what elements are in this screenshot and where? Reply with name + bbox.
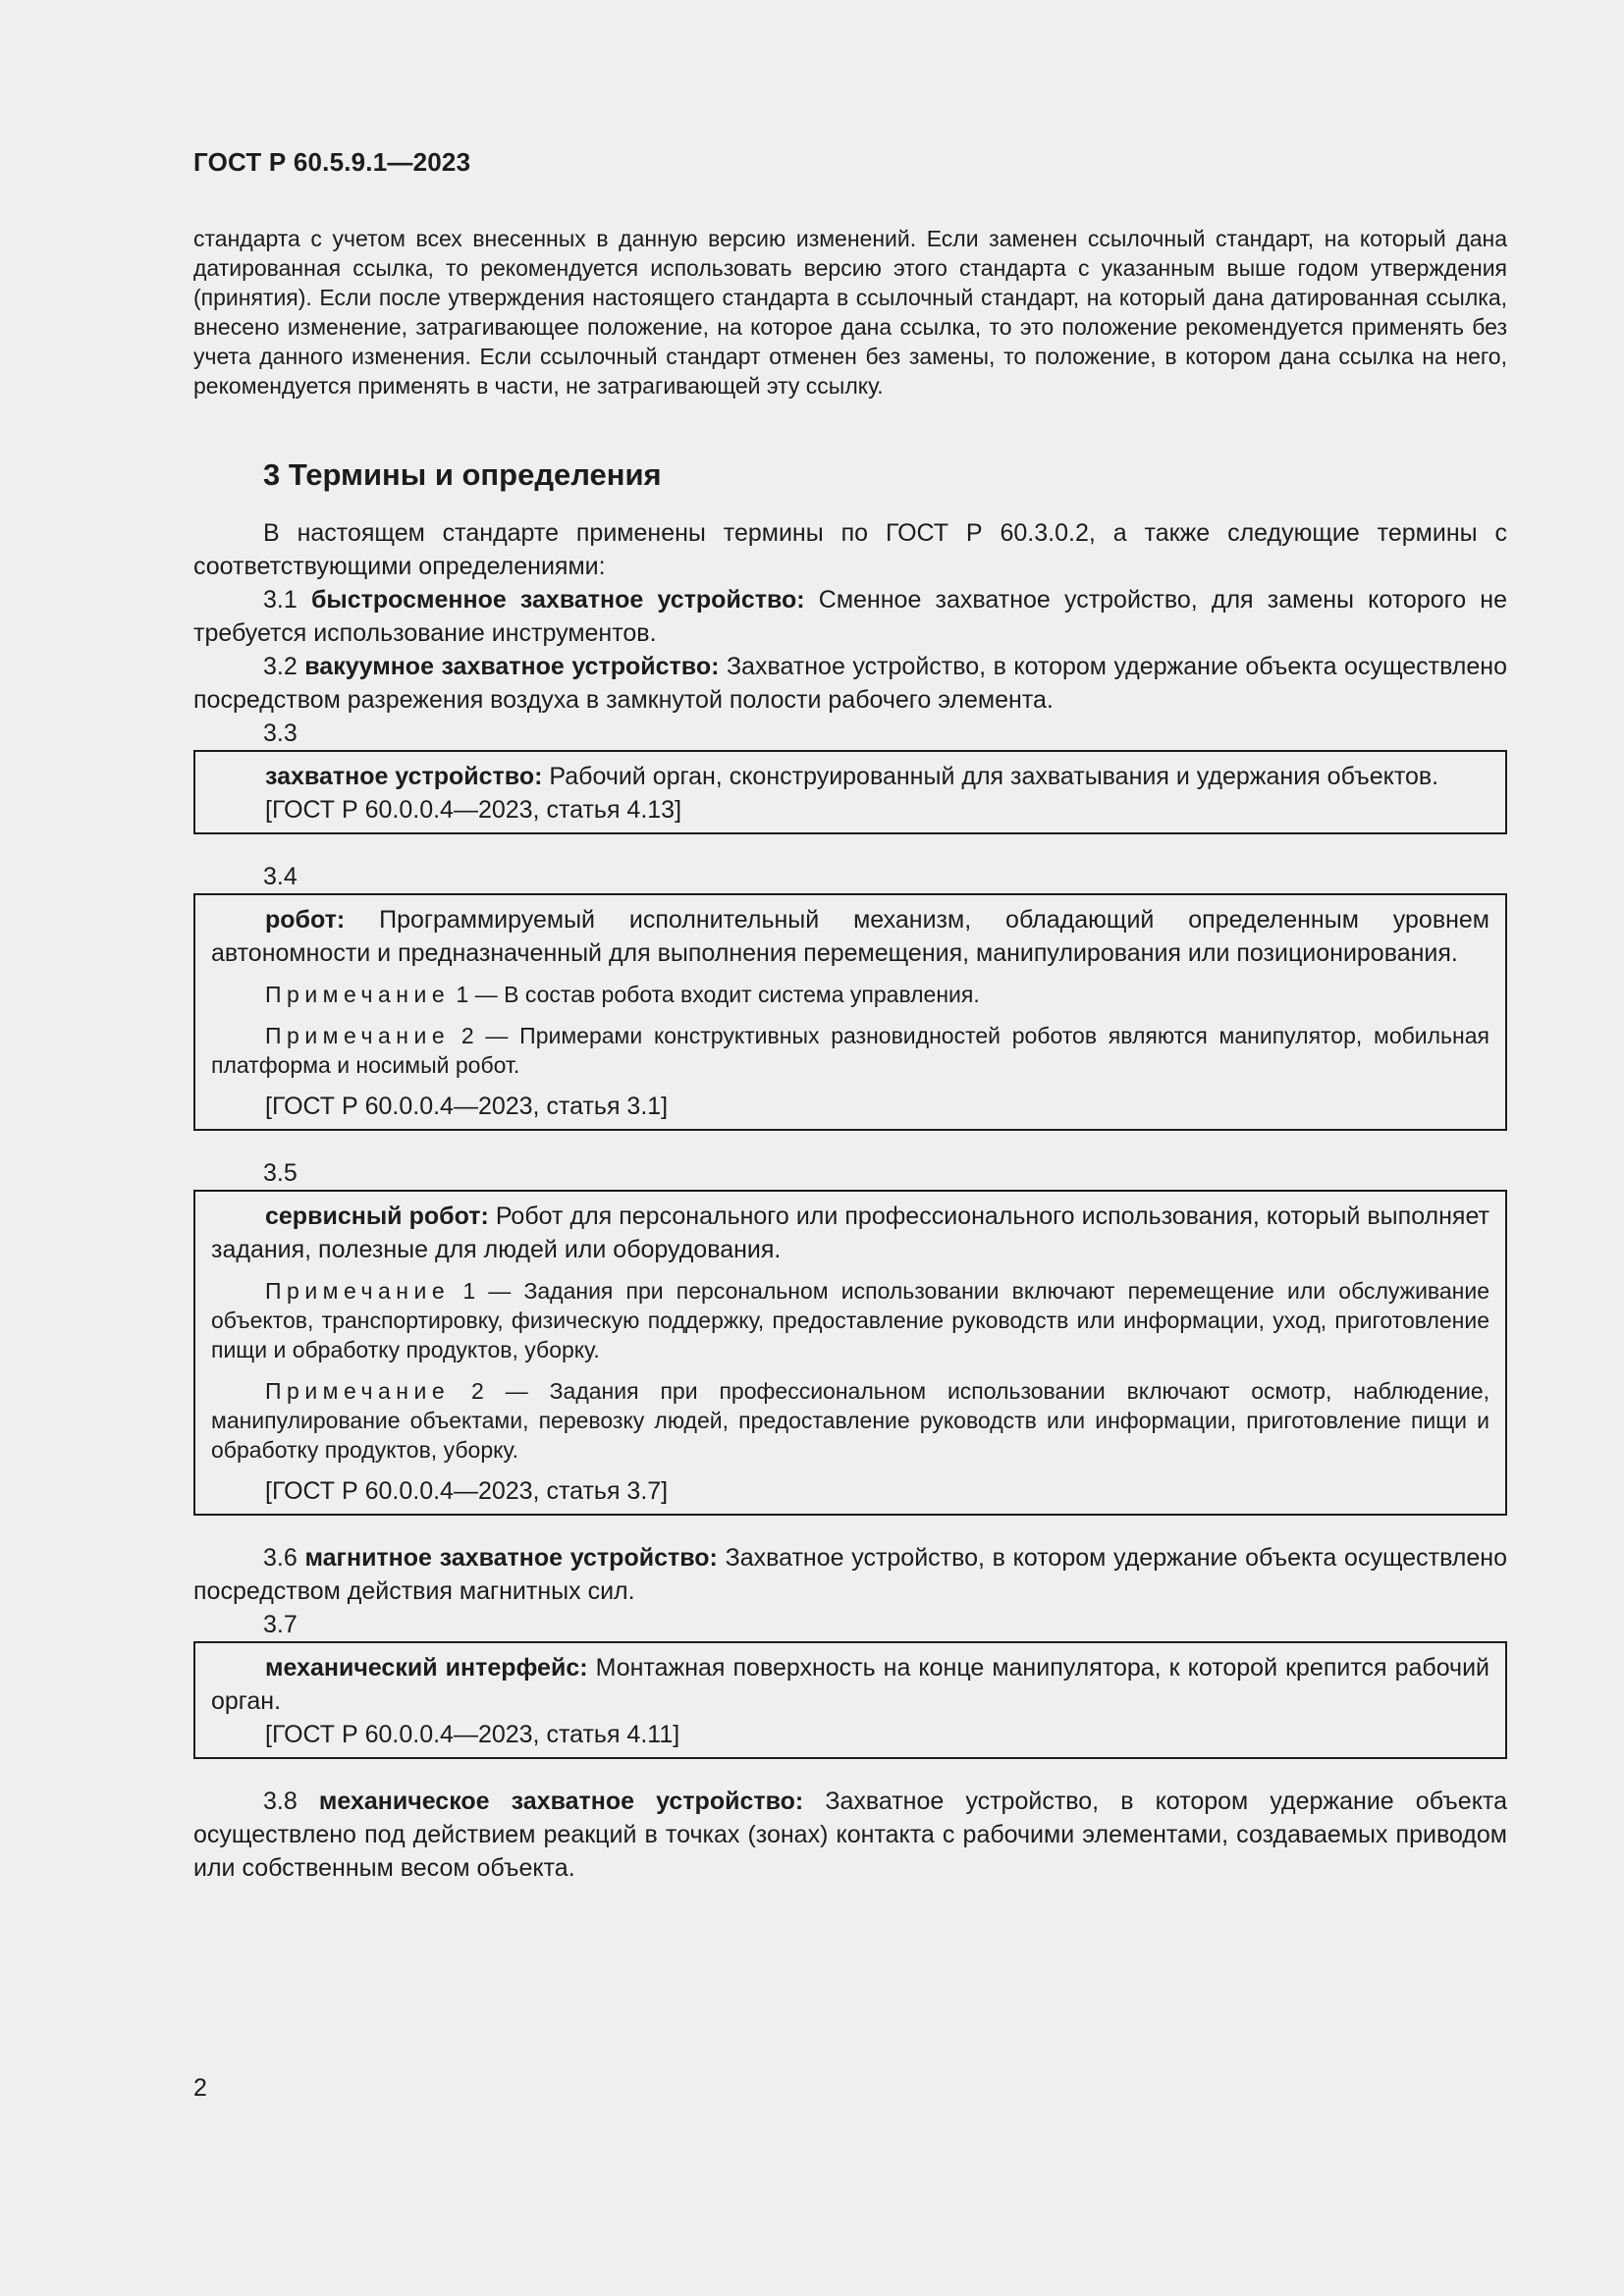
- term-name: механическое захватное устройство:: [318, 1788, 804, 1815]
- term-number: 3.6: [263, 1544, 298, 1572]
- note-label: Примечание: [265, 1278, 451, 1304]
- term-3-7: [211, 1651, 1489, 1718]
- note-text: 2 — Задания при профессиональном использовании включают осмотр, наблюдение, манипулирование объектами, перевозку людей, предоставление руководств или информации, приготовление пищи и обработку продуктов, уборку.: [211, 1378, 1489, 1463]
- section-lead: В настоящем стандарте применены термины по ГОСТ Р 60.3.0.2, а также следующие термины с соответствующими определениями:: [193, 519, 1507, 580]
- term-definition: Сменное захватное устройство, для замены которого не требуется использование инструментов.: [193, 586, 1507, 647]
- note-text: 2 — Примерами конструктивных разновидностей роботов являются манипулятор, мобильная платформа и носимый робот.: [211, 1023, 1489, 1078]
- term-number: 3.8: [263, 1788, 298, 1815]
- document-header: ГОСТ Р 60.5.9.1—2023: [193, 147, 471, 177]
- term-box-3-5: [193, 1190, 1507, 1516]
- note-1: [211, 980, 1489, 1009]
- note-text: 1 — В состав робота входит система управления.: [456, 982, 980, 1007]
- term-3-8: [193, 1785, 1507, 1885]
- term-name: робот:: [265, 906, 346, 934]
- term-number-3-3: 3.3: [263, 720, 298, 747]
- term-reference: [ГОСТ Р 60.0.0.4—2023, статья 3.1]: [265, 1093, 669, 1120]
- term-name: захватное устройство:: [265, 763, 543, 790]
- term-number-3-7: 3.7: [263, 1611, 298, 1638]
- term-reference: [ГОСТ Р 60.0.0.4—2023, статья 3.7]: [265, 1477, 669, 1505]
- note-label: Примечание: [265, 982, 451, 1007]
- intro-paragraph: стандарта с учетом всех внесенных в данную версию изменений. Если заменен ссылочный стандарт, на который дана датированная ссылка, то рекомендуется использовать версию этого стандарта с указанным выше годом утверждения (принятия). Если после утверждения настоящего стандарта в ссылочный стандарт, на который дана датированная ссылка, внесено изменение, затрагивающее положение, на которое дана ссылка, то это положение рекомендуется применять без учета данного изменения. Если ссылочный стандарт отменен без замены, то положение, в котором дана ссылка на него, рекомендуется применять в части, не затрагивающей эту ссылку.: [193, 226, 1507, 399]
- term-3-4: [211, 903, 1489, 970]
- term-3-1: [193, 583, 1507, 650]
- term-definition: Рабочий орган, сконструированный для захватывания и удержания объектов.: [549, 763, 1439, 790]
- term-name: магнитное захватное устройство:: [304, 1544, 718, 1572]
- term-box-3-7: [193, 1641, 1507, 1759]
- term-3-6: [193, 1541, 1507, 1608]
- term-name: механический интерфейс:: [265, 1654, 588, 1682]
- term-number-3-4: 3.4: [263, 863, 298, 890]
- term-number: 3.1: [263, 586, 298, 614]
- term-box-3-3: [193, 750, 1507, 834]
- note-text: 1 — Задания при персональном использовании включают перемещение или обслуживание объектов, транспортировку, физическую поддержку, предоставление руководств или информации, уход, приготовление пищи и обработку продуктов, уборку.: [211, 1278, 1490, 1362]
- term-reference: [ГОСТ Р 60.0.0.4—2023, статья 4.13]: [265, 796, 682, 824]
- term-definition: Захватное устройство, в котором удержание объекта осуществлено под действием реакций в точках (зонах) контакта с рабочими элементами, создаваемых приводом или собственным весом объекта.: [193, 1788, 1508, 1882]
- section-title: 3 Термины и определения: [263, 457, 662, 492]
- term-definition: Робот для персонального или профессионального использования, который выполняет задания, полезные для людей или оборудования.: [211, 1202, 1489, 1263]
- note-label: Примечание: [265, 1023, 451, 1048]
- note-1: [211, 1276, 1489, 1364]
- note-label: Примечание: [265, 1378, 451, 1404]
- term-reference: [ГОСТ Р 60.0.0.4—2023, статья 4.11]: [265, 1721, 680, 1748]
- term-name: быстросменное захватное устройство:: [310, 586, 805, 614]
- term-3-2: [193, 650, 1507, 717]
- page-number: 2: [193, 2074, 207, 2102]
- term-definition: Монтажная поверхность на конце манипулятора, к которой крепится рабочий орган.: [211, 1654, 1490, 1715]
- term-number-3-5: 3.5: [263, 1159, 298, 1187]
- term-number: 3.2: [263, 653, 298, 680]
- term-definition: Захватное устройство, в котором удержание объекта осуществлено посредством разрежения воздуха в замкнутой полости рабочего элемента.: [193, 653, 1507, 714]
- term-definition: Захватное устройство, в котором удержание объекта осуществлено посредством действия магнитных сил.: [193, 1544, 1507, 1605]
- term-definition: Программируемый исполнительный механизм, обладающий определенным уровнем автономности и предназначенный для выполнения перемещения, манипулирования или позиционирования.: [211, 906, 1489, 967]
- term-3-5: [211, 1200, 1489, 1266]
- note-2: [211, 1021, 1489, 1080]
- page-content: [193, 224, 1507, 1885]
- term-name: вакуумное захватное устройство:: [304, 653, 720, 680]
- term-name: сервисный робот:: [265, 1202, 489, 1230]
- term-3-3: [211, 760, 1489, 793]
- term-box-3-4: [193, 893, 1507, 1131]
- note-2: [211, 1376, 1489, 1465]
